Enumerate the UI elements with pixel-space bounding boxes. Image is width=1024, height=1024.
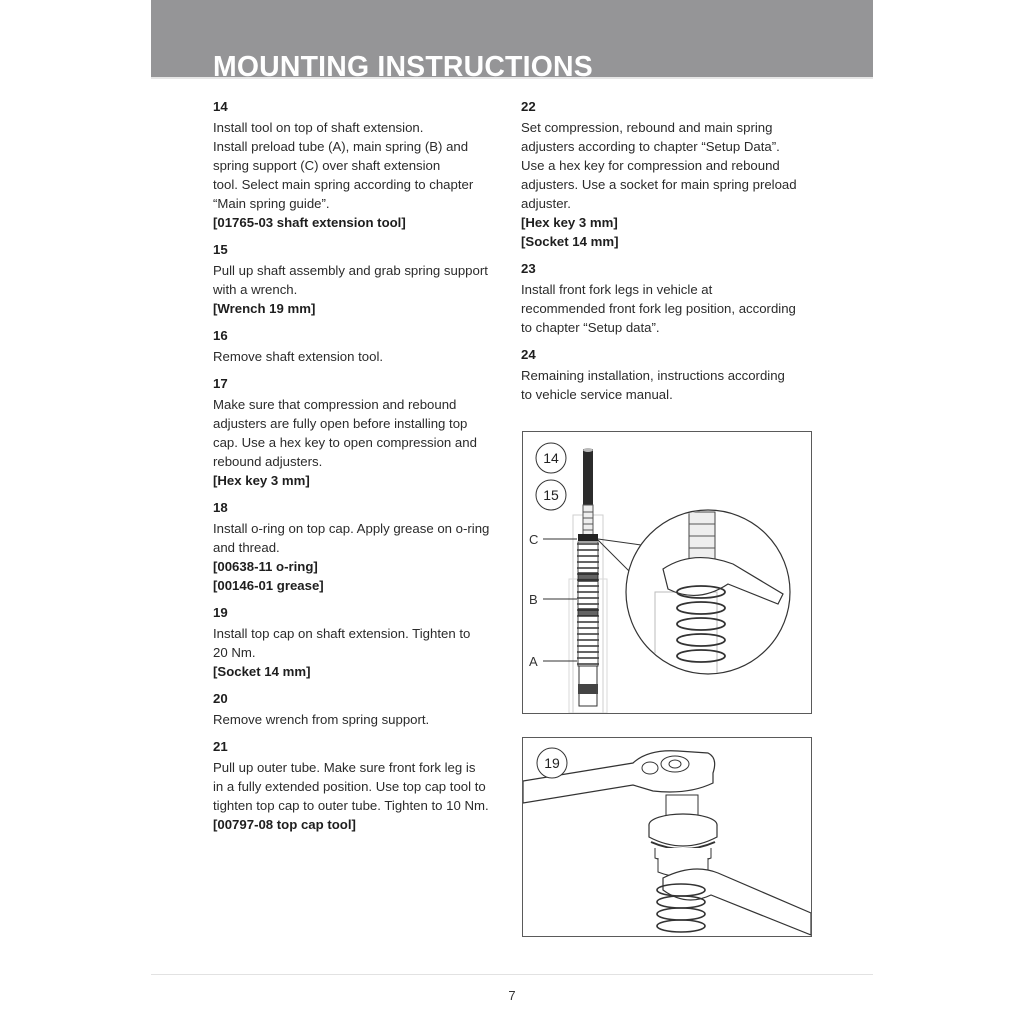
step-text-line: Make sure that compression and rebound	[213, 397, 457, 412]
right-column	[521, 97, 816, 412]
instruction-step	[213, 240, 508, 318]
label-c: C	[529, 532, 539, 547]
figure-spring-assembly	[522, 431, 812, 714]
step-number: 17	[213, 376, 228, 391]
step-number: 24	[521, 347, 536, 362]
step-text-line: “Main spring guide”.	[213, 196, 330, 211]
step-number: 18	[213, 500, 228, 515]
step-text-line: adjuster.	[521, 196, 571, 211]
step-text-line: Set compression, rebound and main spring	[521, 120, 773, 135]
step-text-line: Install front fork legs in vehicle at	[521, 282, 713, 297]
tool-reference: [Hex key 3 mm]	[213, 473, 310, 488]
footer-divider	[151, 974, 873, 975]
tool-reference: [Socket 14 mm]	[521, 234, 619, 249]
svg-text:15: 15	[543, 487, 559, 503]
step-number: 16	[213, 328, 228, 343]
tool-reference: [00797-08 top cap tool]	[213, 817, 356, 832]
step-number: 19	[213, 605, 228, 620]
step-text-line: 20 Nm.	[213, 645, 256, 660]
step-text-line: Install o-ring on top cap. Apply grease on o-ring	[213, 521, 490, 536]
page-title: MOUNTING INSTRUCTIONS	[213, 51, 593, 77]
step-text-line: Install preload tube (A), main spring (B) and	[213, 139, 469, 154]
step-text-line: recommended front fork leg position, according	[521, 301, 796, 316]
instruction-step	[213, 97, 508, 232]
step-number: 15	[213, 242, 228, 257]
step-text-line: Remove shaft extension tool.	[213, 349, 384, 364]
step-badge-19	[537, 748, 567, 778]
step-text-line: Install tool on top of shaft extension.	[213, 120, 424, 135]
top-cap-illustration	[523, 738, 811, 936]
instruction-step	[213, 326, 508, 366]
instruction-step	[521, 97, 816, 251]
step-text-line: Install top cap on shaft extension. Tighten to	[213, 626, 471, 641]
instruction-step	[521, 345, 816, 404]
tool-reference: [00146-01 grease]	[213, 578, 324, 593]
instruction-step	[213, 498, 508, 595]
tool-reference: [Wrench 19 mm]	[213, 301, 316, 316]
step-text-line: Remaining installation, instructions according	[521, 368, 785, 383]
step-text-line: adjusters are fully open before installing top	[213, 416, 468, 431]
step-text-line: tool. Select main spring according to chapter	[213, 177, 474, 192]
page-number: 7	[508, 988, 516, 1003]
tool-reference: [01765-03 shaft extension tool]	[213, 215, 406, 230]
svg-text:19: 19	[544, 755, 560, 771]
header-divider	[151, 77, 873, 79]
label-a: A	[529, 654, 538, 669]
step-text-line: with a wrench.	[213, 282, 298, 297]
step-text-line: Remove wrench from spring support.	[213, 712, 430, 727]
step-text-line: spring support (C) over shaft extension	[213, 158, 441, 173]
spring-assembly-illustration	[523, 432, 811, 713]
tool-reference: [Socket 14 mm]	[213, 664, 311, 679]
label-b: B	[529, 592, 538, 607]
step-text-line: cap. Use a hex key to open compression and	[213, 435, 477, 450]
step-badge-15	[536, 480, 566, 510]
step-text-line: in a fully extended position. Use top cap tool to	[213, 779, 486, 794]
left-column	[213, 97, 508, 842]
step-number: 22	[521, 99, 536, 114]
tool-reference: [00638-11 o-ring]	[213, 559, 318, 574]
tool-reference: [Hex key 3 mm]	[521, 215, 618, 230]
step-text-line: tighten top cap to outer tube. Tighten to 10 Nm.	[213, 798, 489, 813]
svg-text:14: 14	[543, 450, 559, 466]
step-text-line: to chapter “Setup data”.	[521, 320, 660, 335]
instruction-step	[213, 737, 508, 834]
step-text-line: adjusters according to chapter “Setup Data”.	[521, 139, 780, 154]
instruction-step	[213, 374, 508, 490]
instruction-step	[521, 259, 816, 337]
step-number: 20	[213, 691, 228, 706]
step-number: 14	[213, 99, 228, 114]
step-number: 23	[521, 261, 536, 276]
step-text-line: Use a hex key for compression and rebound	[521, 158, 780, 173]
step-text-line: adjusters. Use a socket for main spring preload	[521, 177, 797, 192]
step-text-line: Pull up shaft assembly and grab spring support	[213, 263, 488, 278]
instruction-step	[213, 603, 508, 681]
step-text-line: Pull up outer tube. Make sure front fork leg is	[213, 760, 476, 775]
instruction-step	[213, 689, 508, 729]
step-text-line: to vehicle service manual.	[521, 387, 673, 402]
step-text-line: rebound adjusters.	[213, 454, 323, 469]
step-text-line: and thread.	[213, 540, 280, 555]
header-band	[151, 0, 873, 77]
step-number: 21	[213, 739, 228, 754]
figure-top-cap-install	[522, 737, 812, 937]
step-badge-14	[536, 443, 566, 473]
